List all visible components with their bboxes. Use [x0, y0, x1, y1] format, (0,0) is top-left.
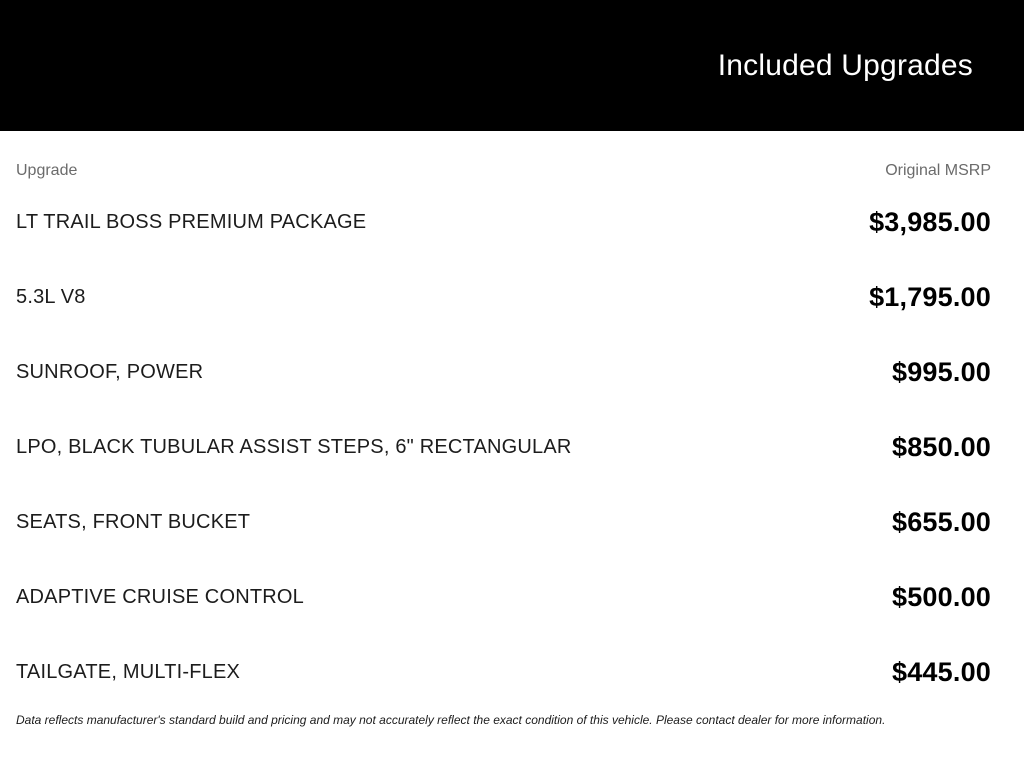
- upgrade-price: $850.00: [892, 432, 991, 462]
- table-row: [16, 410, 991, 485]
- included-upgrades-section: [0, 131, 1024, 728]
- upgrade-price: $445.00: [892, 657, 991, 687]
- table-row: [16, 335, 991, 410]
- table-column-headers: [16, 131, 991, 180]
- upgrade-name: LPO, BLACK TUBULAR ASSIST STEPS, 6" RECTANGULAR: [16, 436, 572, 458]
- table-row: [16, 635, 991, 710]
- upgrade-price: $3,985.00: [869, 207, 991, 237]
- hero-banner: [0, 0, 1024, 131]
- upgrade-price: $655.00: [892, 507, 991, 537]
- table-row: [16, 260, 991, 335]
- column-header-upgrade: Upgrade: [16, 162, 78, 179]
- upgrade-price: $995.00: [892, 357, 991, 387]
- upgrade-price: $500.00: [892, 582, 991, 612]
- upgrades-table: [16, 185, 991, 710]
- disclaimer-text: Data reflects manufacturer's standard build and pricing and may not accurately reflect the exact condition of this vehicle. Please contact dealer for more information.: [16, 713, 886, 727]
- upgrade-name: ADAPTIVE CRUISE CONTROL: [16, 586, 304, 608]
- upgrade-name: TAILGATE, MULTI-FLEX: [16, 661, 241, 683]
- table-row: [16, 185, 991, 260]
- column-header-original-msrp: Original MSRP: [885, 162, 991, 179]
- upgrade-name: LT TRAIL BOSS PREMIUM PACKAGE: [16, 211, 367, 233]
- upgrade-name: 5.3L V8: [16, 286, 86, 308]
- upgrade-price: $1,795.00: [869, 282, 991, 312]
- upgrade-name: SEATS, FRONT BUCKET: [16, 511, 251, 533]
- table-row: [16, 560, 991, 635]
- upgrade-name: SUNROOF, POWER: [16, 361, 204, 383]
- page-title: Included Upgrades: [717, 48, 973, 82]
- table-row: [16, 485, 991, 560]
